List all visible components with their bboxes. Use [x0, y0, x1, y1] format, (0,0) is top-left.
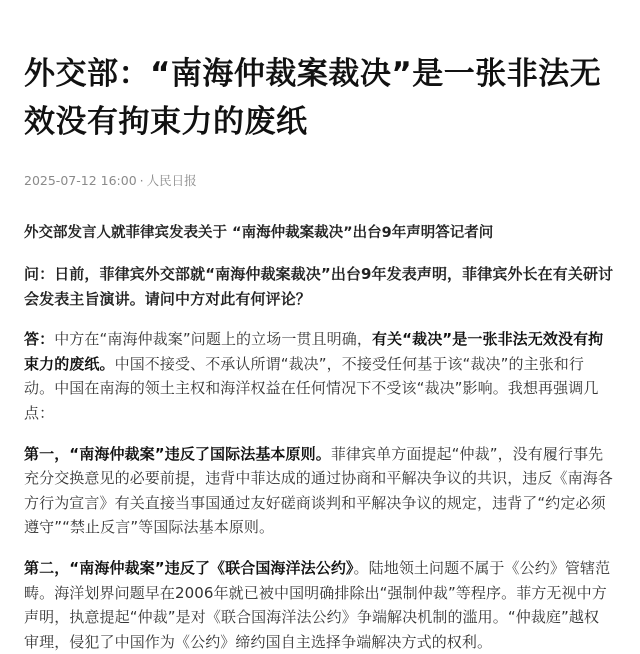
point-two-text: 。陆地领土问题不属于《公约》管辖范畴。海洋划界问题早在2006年就已被中国明确排除出“强制仲裁”等程序。菲方无视中方声明，执意提起“仲裁”是对《联合国海洋法公约》争端解决机制的滥用。“仲裁庭”越权审理，侵犯了中国作为《公约》缔约国自主选择争端解决方式的权利。 [24, 558, 611, 651]
answer-text-2: 中国不接受、不承认所谓“裁决”，不接受任何基于该“裁决”的主张和行动。中国在南海的领土主权和海洋权益在任何情况下不受该“裁决”影响。我想再强调几点： [24, 354, 599, 422]
question-paragraph: 问：日前，菲律宾外交部就“南海仲裁案裁决”出台9年发表声明，菲律宾外长在有关研讨会发表主旨演讲。请问中方对此有何评论？ [24, 265, 614, 308]
point-one-paragraph [24, 442, 614, 540]
point-one-heading: 第一，“南海仲裁案”违反了国际法基本原则。 [24, 444, 331, 463]
answer-bold-1: 有关“裁决”是一张非法无效没有拘束力的废纸。 [24, 330, 604, 373]
article-title: 外交部：“南海仲裁案裁决”是一张非法无效没有拘束力的废纸 [24, 56, 602, 140]
article-meta [24, 172, 614, 190]
point-one-text: 菲律宾单方面提起“仲裁”，没有履行事先充分交换意见的必要前提，违背中菲达成的通过协商和平解决争议的共识，违反《南海各方行为宣言》有关直接当事国通过友好磋商谈判和平解决争议的规定，违背了“约定必须遵守”“禁止反言”等国际法基本原则。 [24, 444, 613, 537]
answer-paragraph [24, 327, 614, 425]
point-two-paragraph [24, 556, 614, 654]
article-intro: 外交部发言人就菲律宾发表关于 “南海仲裁案裁决”出台9年声明答记者问 [24, 225, 494, 241]
answer-lead: 答： [24, 330, 55, 349]
publish-date: 2025-07-12 16:00 [24, 173, 137, 188]
point-two-heading: 第二，“南海仲裁案”违反了《联合国海洋法公约》 [24, 558, 354, 577]
answer-text-1: 中方在“南海仲裁案”问题上的立场一贯且明确， [54, 330, 372, 349]
source-name[interactable]: 人民日报 [146, 173, 197, 188]
meta-separator: · [139, 173, 144, 188]
